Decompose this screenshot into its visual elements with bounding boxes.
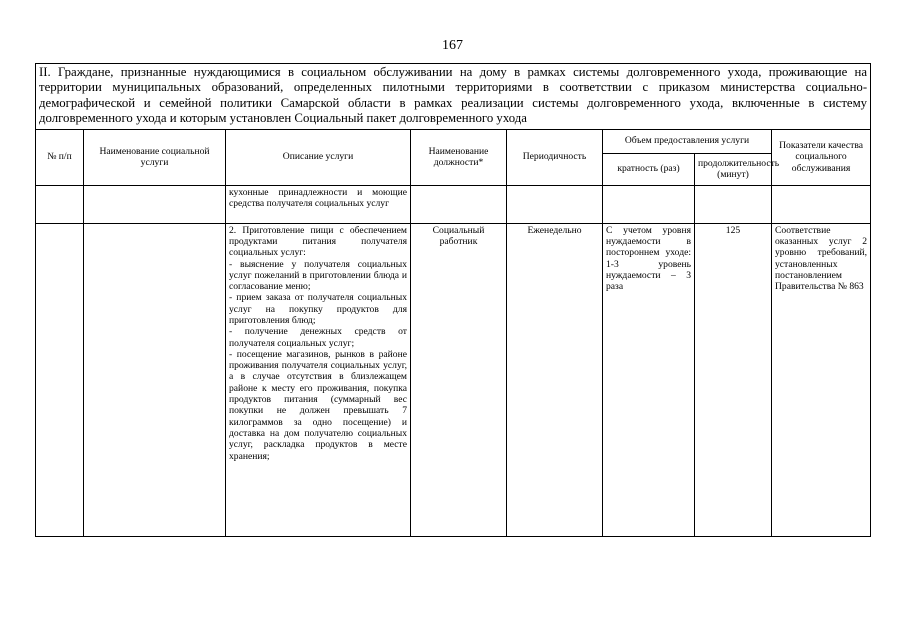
header-quality: Показатели качества социального обслуживания <box>772 129 871 185</box>
header-frequency: кратность (раз) <box>603 153 695 185</box>
section-title: II. Граждане, признанные нуждающимися в социальном обслуживании на дому в рамках системы долговременного ухода, проживающие на территории муниципальных образований, определенных пилотными территориями в соответствии с приказом министерства социально-демографической и семейной политики Самарской области в рамках реализации системы долговременного ухода, включенные в систему долговременного ухода и которым установлен Социальный пакет долговременного ухода <box>36 64 871 130</box>
cell-position <box>411 185 507 223</box>
cell-frequency: С учетом уровня нуждаемости в постороннем уходе: 1-3 уровень нуждаемости – 3 раза <box>603 223 695 536</box>
description-line: кухонные принадлежности и моющие средства получателя социальных услуг <box>229 186 407 209</box>
cell-quality <box>772 185 871 223</box>
cell-periodicity <box>507 185 603 223</box>
description-line: - выяснение у получателя социальных услуг пожеланий в приготовлении блюда и согласование меню; <box>229 258 407 293</box>
header-periodicity: Периодичность <box>507 129 603 185</box>
header-description: Описание услуги <box>226 129 411 185</box>
cell-num <box>36 223 84 536</box>
cell-service-name <box>84 223 226 536</box>
header-service-name: Наименование социальной услуги <box>84 129 226 185</box>
cell-service-name <box>84 185 226 223</box>
cell-duration <box>695 185 772 223</box>
table-row <box>36 223 871 536</box>
header-duration: продолжительность (минут) <box>695 153 772 185</box>
services-table <box>35 63 871 537</box>
cell-frequency <box>603 185 695 223</box>
header-position: Наименование должности* <box>411 129 507 185</box>
section-row <box>36 64 871 130</box>
header-volume: Объем предоставления услуги <box>603 129 772 153</box>
cell-description <box>226 185 411 223</box>
page-number: 167 <box>442 38 463 53</box>
header-row <box>36 129 871 153</box>
cell-num <box>36 185 84 223</box>
cell-position: Социальный работник <box>411 223 507 536</box>
cell-quality: Соответствие оказанных услуг 2 уровню требований, установленных постановлением Правительства № 863 <box>772 223 871 536</box>
table-row <box>36 185 871 223</box>
description-line: - прием заказа от получателя социальных услуг на покупку продуктов для приготовления блюд; <box>229 292 407 326</box>
description-line: 2. Приготовление пищи с обеспечением продуктами питания получателя социальных услуг: <box>229 224 407 259</box>
description-line: - посещение магазинов, рынков в районе проживания получателя социальных услуг, а в случае отсутствия в близлежащем районе к месту его проживания, покупка продуктов питания (суммарный вес покупки не должен превышать 7 килограммов за одно посещение) и доставка на дом получателю социальных услуг, раскладка продуктов в месте хранения; <box>229 348 407 462</box>
description-line: - получение денежных средств от получателя социальных услуг; <box>229 326 407 349</box>
header-num: № п/п <box>36 129 84 185</box>
cell-description <box>226 223 411 536</box>
cell-duration: 125 <box>695 223 772 536</box>
cell-periodicity: Еженедельно <box>507 223 603 536</box>
